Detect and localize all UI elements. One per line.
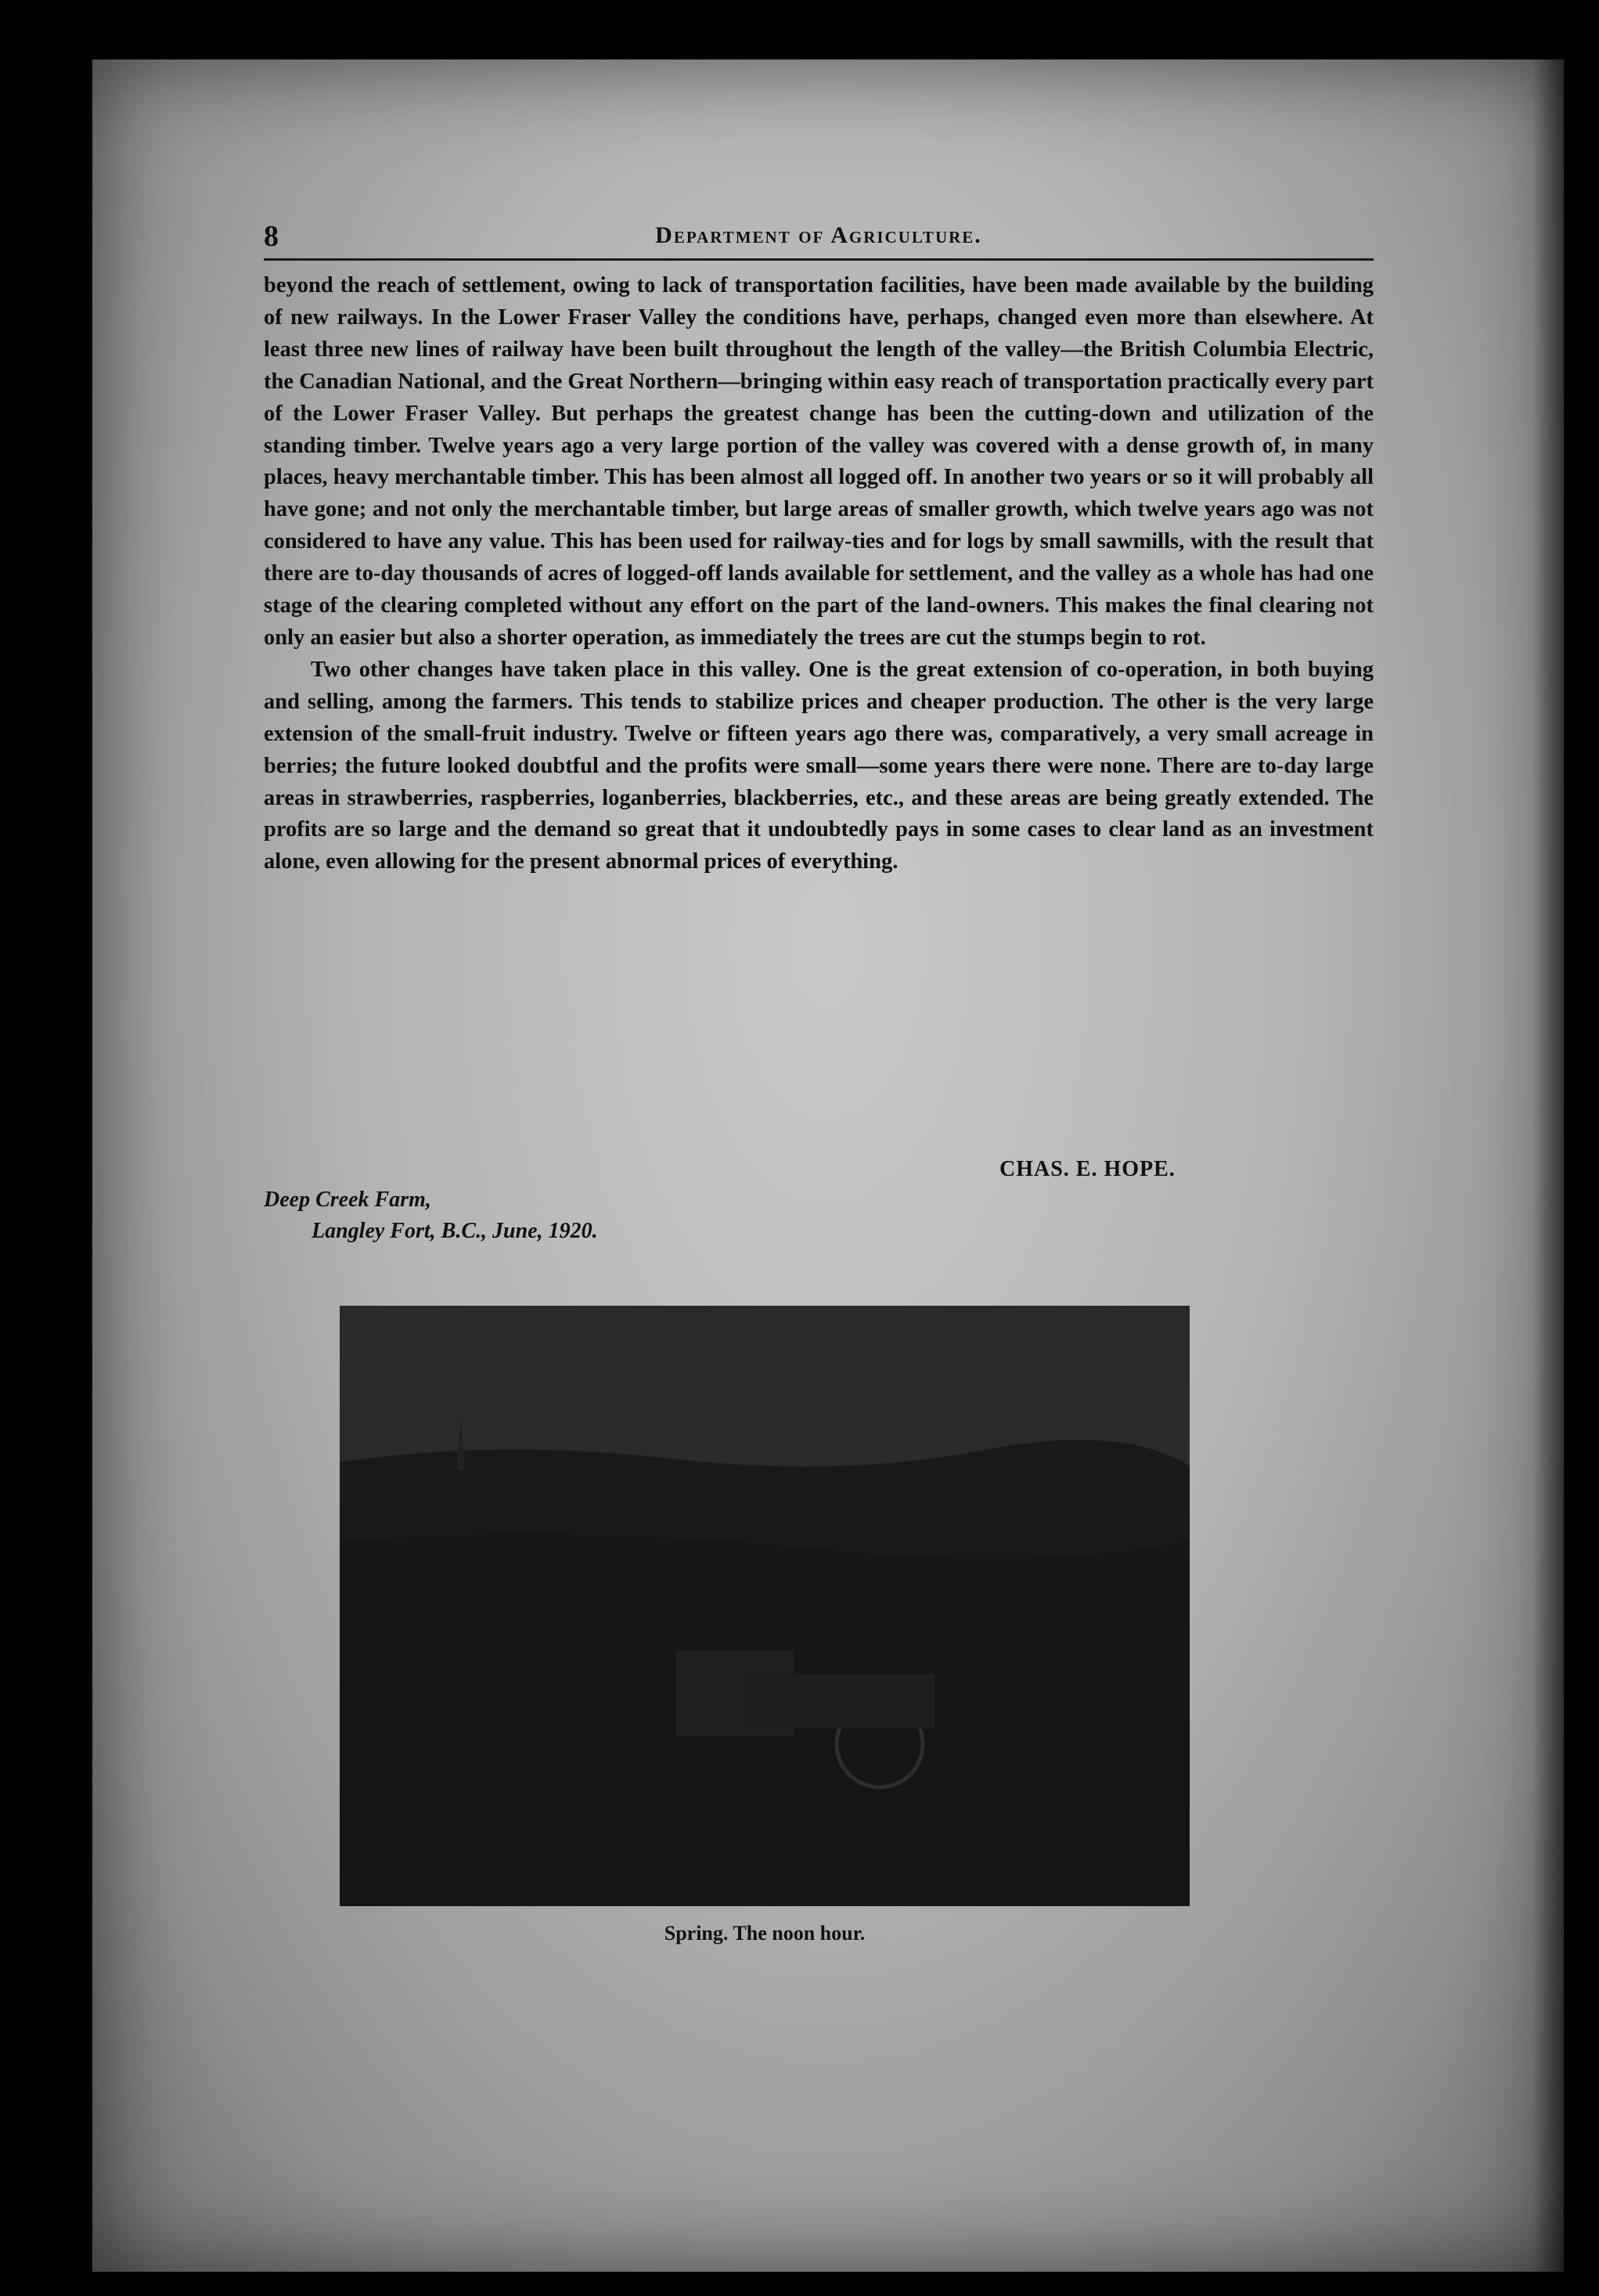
author-signature: CHAS. E. HOPE.: [999, 1157, 1176, 1181]
spine-shadow: [1532, 59, 1564, 2272]
place-date-line: Langley Fort, B.C., June, 1920.: [312, 1219, 598, 1243]
page-number: 8: [264, 220, 279, 253]
photograph: [340, 1306, 1190, 1906]
photo-caption: Spring. The noon hour.: [664, 1922, 866, 1945]
photograph-illustration: [340, 1306, 1190, 1906]
paragraph: beyond the reach of settlement, owing to lack of transportation facilities, have been made available by the building of new railways. In the Lower Fraser Valley the conditions have, perhaps, changed even more than elsewhere. At least three new lines of railway have been built throughout the length of the valley—the British Columbia Electric, the Canadian National, and the Great Northern—bringing within easy reach of transportation practically every part of the Lower Fraser Valley. But perhaps the greatest change has been the cutting-down and utilization of the standing timber. Twelve years ago a very large portion of the valley was covered with a dense growth of, in many places, heavy merchantable timber. This has been almost all logged off. In another two years or so it will probably all have gone; and not only the merchantable timber, but large areas of smaller growth, which twelve years ago was not considered to have any value. This has been used for railway-ties and for logs by small sawmills, with the result that there are to-day thousands of acres of logged-off lands available for settlement, and the valley as a whole has had one stage of the clearing completed without any effort on the part of the land-owners. This makes the final clearing not only an easier but also a shorter operation, as immediately the trees are cut the stumps begin to rot.: [264, 273, 1374, 650]
page-header: [264, 211, 1374, 258]
header-rule: [264, 258, 1374, 261]
running-head: Department of Agriculture.: [655, 222, 982, 248]
article-body: [264, 270, 1374, 878]
paragraph: Two other changes have taken place in this valley. One is the great extension of co-operation, in both buying and selling, among the farmers. This tends to stabilize prices and cheaper production. The other is the very large extension of the small-fruit industry. Twelve or fifteen years ago there was, comparatively, a very small acreage in berries; the future looked doubtful and the profits were small—some years there were none. There are to-day large areas in strawberries, raspberries, loganberries, blackberries, etc., and these areas are being greatly extended. The profits are so large and the demand so great that it undoubtedly pays in some cases to clear land as an investment alone, even allowing for the present abnormal prices of everything.: [264, 657, 1374, 874]
place-line: Deep Creek Farm,: [264, 1188, 431, 1212]
